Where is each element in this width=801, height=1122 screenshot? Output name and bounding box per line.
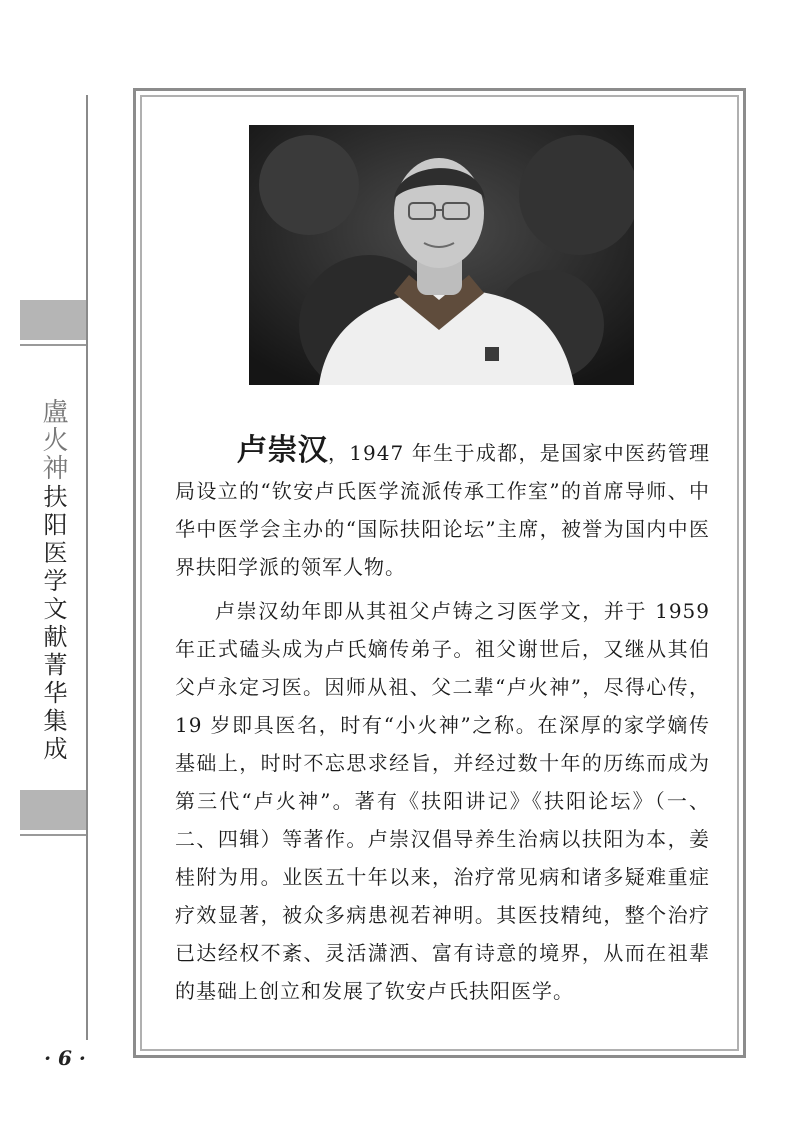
biography-text: [175, 432, 710, 1010]
book-title: [36, 398, 70, 764]
body-paragraph: 卢崇汉幼年即从其祖父卢铸之习医学文，并于 1959 年正式磕头成为卢氏嫡传弟子。祖父谢世后，又继从其伯父卢永定习医。因师从祖、父二辈“卢火神”，尽得心传，19 岁即具医名，时有“小火神”之称。在深厚的家学嫡传基础上，时时不忘思求经旨，并经过数十年的历练而成为第三代“卢火神”。著有《扶阳讲记》《扶阳论坛》（一、二、四辑）等著作。卢崇汉倡导养生治病以扶阳为本，姜桂附为用。业医五十年以来，治疗常见病和诸多疑难重症疗效显著，被众多病患视若神明。其医技精纯，整个治疗已达经权不紊、灵活潇洒、富有诗意的境界，从而在祖辈的基础上创立和发展了钦安卢氏扶阳医学。: [175, 599, 710, 1003]
intro-paragraph: [175, 432, 710, 586]
book-subtitle: 扶阳医学文献菁华集成: [39, 484, 67, 764]
portrait-photo: [249, 125, 634, 385]
person-name: 卢崇汉: [237, 433, 328, 468]
margin-band-top: [20, 300, 86, 340]
series-title: 盧火神: [38, 398, 68, 482]
portrait-image: [249, 125, 634, 385]
margin-divider-bottom: [20, 834, 86, 836]
margin-rule: [86, 95, 88, 1040]
page-number: · 6 ·: [44, 1046, 86, 1070]
intro-text: ，1947 年生于成都，是国家中医药管理局设立的“钦安卢氏医学流派传承工作室”的首席导师、中华中医学会主办的“国际扶阳论坛”主席，被誉为国内中医界扶阳学派的领军人物。: [175, 441, 711, 579]
margin-band-bottom: [20, 790, 86, 830]
margin-divider-top: [20, 344, 86, 346]
